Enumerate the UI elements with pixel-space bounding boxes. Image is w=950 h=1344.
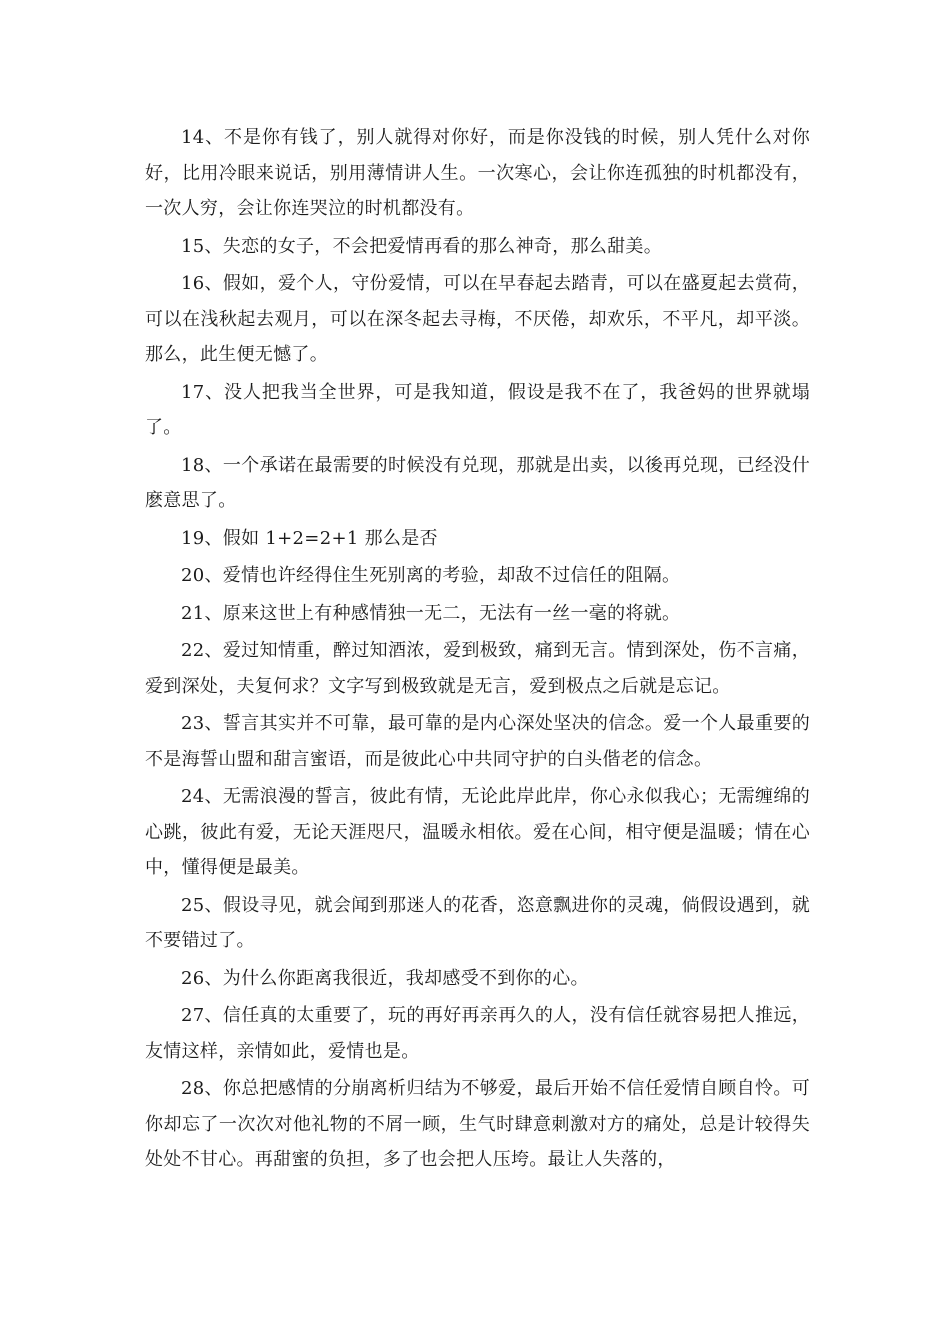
paragraph-24: 24、无需浪漫的誓言，彼此有情，无论此岸此岸，你心永似我心；无需缠绵的心跳，彼此有爱，无论天涯咫尺，温暖永相依。爱在心间，相守便是温暖；情在心中，懂得便是最美。: [145, 786, 810, 878]
paragraph-18: 18、一个承诺在最需要的时候没有兑现，那就是出卖，以後再兑现，已经没什麽意思了。: [145, 454, 810, 511]
paragraph-23: 23、誓言其实并不可靠，最可靠的是内心深处坚决的信念。爱一个人最重要的不是海誓山盟和甜言蜜语，而是彼此心中共同守护的白头偕老的信念。: [145, 713, 810, 770]
paragraph-27: 27、信任真的太重要了，玩的再好再亲再久的人，没有信任就容易把人推远，友情这样，亲情如此，爱情也是。: [145, 1005, 810, 1062]
paragraph-28: 28、你总把感情的分崩离析归结为不够爱，最后开始不信任爱情自顾自怜。可你却忘了一次次对他礼物的不屑一顾，生气时肆意刺激对方的痛处，总是计较得失处处不甘心。再甜蜜的负担，多了也会把人压垮。最让人失落的，: [145, 1078, 810, 1170]
paragraph-16: 16、假如，爱个人，守份爱情，可以在早春起去踏青，可以在盛夏起去赏荷，可以在浅秋起去观月，可以在深冬起去寻梅，不厌倦，却欢乐，不平凡，却平淡。那么，此生便无憾了。: [145, 273, 810, 365]
paragraph-15: 15、失恋的女子，不会把爱情再看的那么神奇，那么甜美。: [181, 235, 663, 257]
paragraph-22: 22、爱过知情重，醉过知酒浓，爱到极致，痛到无言。情到深处，伤不言痛，爱到深处，夫复何求？文字写到极致就是无言，爱到极点之后就是忘记。: [145, 640, 810, 697]
paragraph-26: 26、为什么你距离我很近，我却感受不到你的心。: [181, 967, 589, 989]
document-body: [145, 120, 810, 1180]
paragraph-19: 19、假如 1+2=2+1 那么是否: [181, 527, 438, 549]
paragraph-20: 20、爱情也许经得住生死别离的考验，却敌不过信任的阻隔。: [181, 565, 681, 586]
paragraph-17: 17、没人把我当全世界，可是我知道，假设是我不在了，我爸妈的世界就塌了。: [145, 381, 810, 438]
paragraph-14: 14、不是你有钱了，别人就得对你好，而是你没钱的时候，别人凭什么对你好，比用冷眼来说话，别用薄情讲人生。一次寒心，会让你连孤独的时机都没有，一次人穷，会让你连哭泣的时机都没有。: [145, 127, 810, 219]
paragraph-25: 25、假设寻见，就会闻到那迷人的花香，恣意飘进你的灵魂，倘假设遇到，就不要错过了。: [145, 894, 810, 951]
paragraph-21: 21、原来这世上有种感情独一无二，无法有一丝一毫的将就。: [181, 602, 681, 624]
